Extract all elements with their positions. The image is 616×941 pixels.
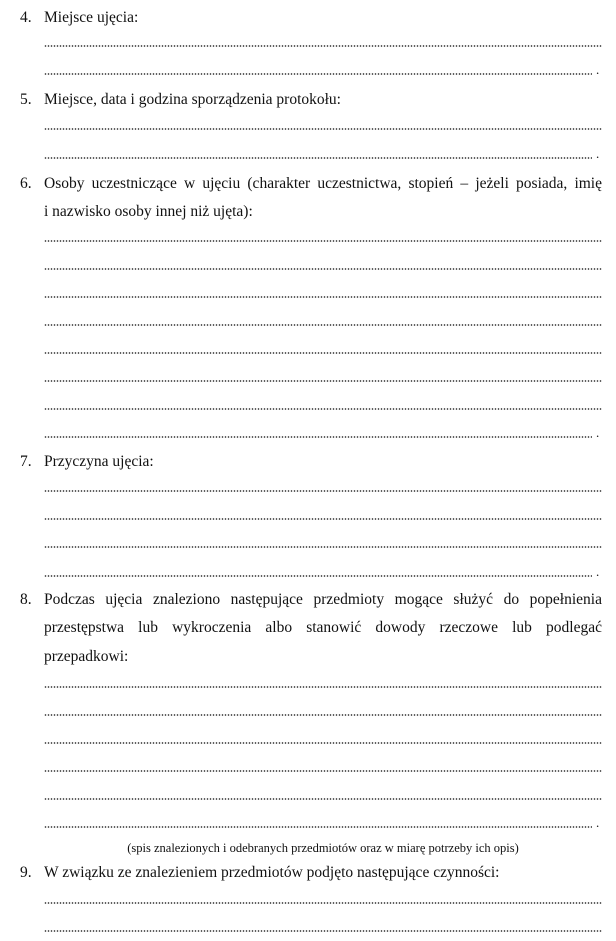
fill-line[interactable] [44,742,602,744]
section-7-end-mark: . [596,564,600,579]
fill-line[interactable] [44,436,592,438]
section-4-end-mark: . [596,62,600,77]
section-8-number: 8. [20,591,32,608]
fill-line[interactable] [44,518,602,520]
fill-line[interactable] [44,352,602,354]
fill-line[interactable] [44,73,592,75]
section-9-number: 9. [20,864,32,881]
fill-line[interactable] [44,157,592,159]
section-8-caption: (spis znalezionych i odebranych przedmiotów oraz w miarę potrzeby ich opis) [127,841,519,855]
fill-line[interactable] [44,268,602,270]
fill-line[interactable] [44,798,602,800]
fill-line[interactable] [44,546,602,548]
section-4-number: 4. [20,9,32,26]
section-8-end-mark: . [596,815,600,830]
fill-line[interactable] [44,826,592,828]
fill-line[interactable] [44,770,602,772]
fill-line[interactable] [44,930,602,932]
section-6-number: 6. [20,175,32,192]
fill-line[interactable] [44,575,592,577]
section-6-label-line-2: i nazwisko osoby innej niż ujęta): [44,203,253,220]
fill-line[interactable] [44,45,602,47]
section-6-label-line-1: Osoby uczestniczące w ujęciu (charakter uczestnictwa, stopień – jeżeli posiada, imię [44,175,602,192]
fill-line[interactable] [44,324,602,326]
fill-line[interactable] [44,128,602,130]
section-5-label: Miejsce, data i godzina sporządzenia protokołu: [44,91,341,108]
fill-line[interactable] [44,296,602,298]
section-8-label-line-2: przestępstwa lub wykroczenia albo stanowić dowody rzeczowe lub podlegać [44,619,602,636]
section-6-end-mark: . [596,425,600,440]
section-8-label-line-1: Podczas ujęcia znaleziono następujące przedmioty mogące służyć do popełnienia [44,591,602,608]
section-4-label: Miejsce ujęcia: [44,9,139,26]
section-7-label: Przyczyna ujęcia: [44,453,154,470]
fill-line[interactable] [44,490,602,492]
section-8-label-line-3: przepadkowi: [44,648,129,665]
section-5-end-mark: . [596,146,600,161]
section-5-number: 5. [20,91,32,108]
fill-line[interactable] [44,240,602,242]
section-7-number: 7. [20,453,32,470]
fill-line[interactable] [44,686,602,688]
fill-line[interactable] [44,714,602,716]
section-9-label: W związku ze znalezieniem przedmiotów podjęto następujące czynności: [44,864,500,881]
fill-line[interactable] [44,902,602,904]
fill-line[interactable] [44,408,602,410]
fill-line[interactable] [44,380,602,382]
